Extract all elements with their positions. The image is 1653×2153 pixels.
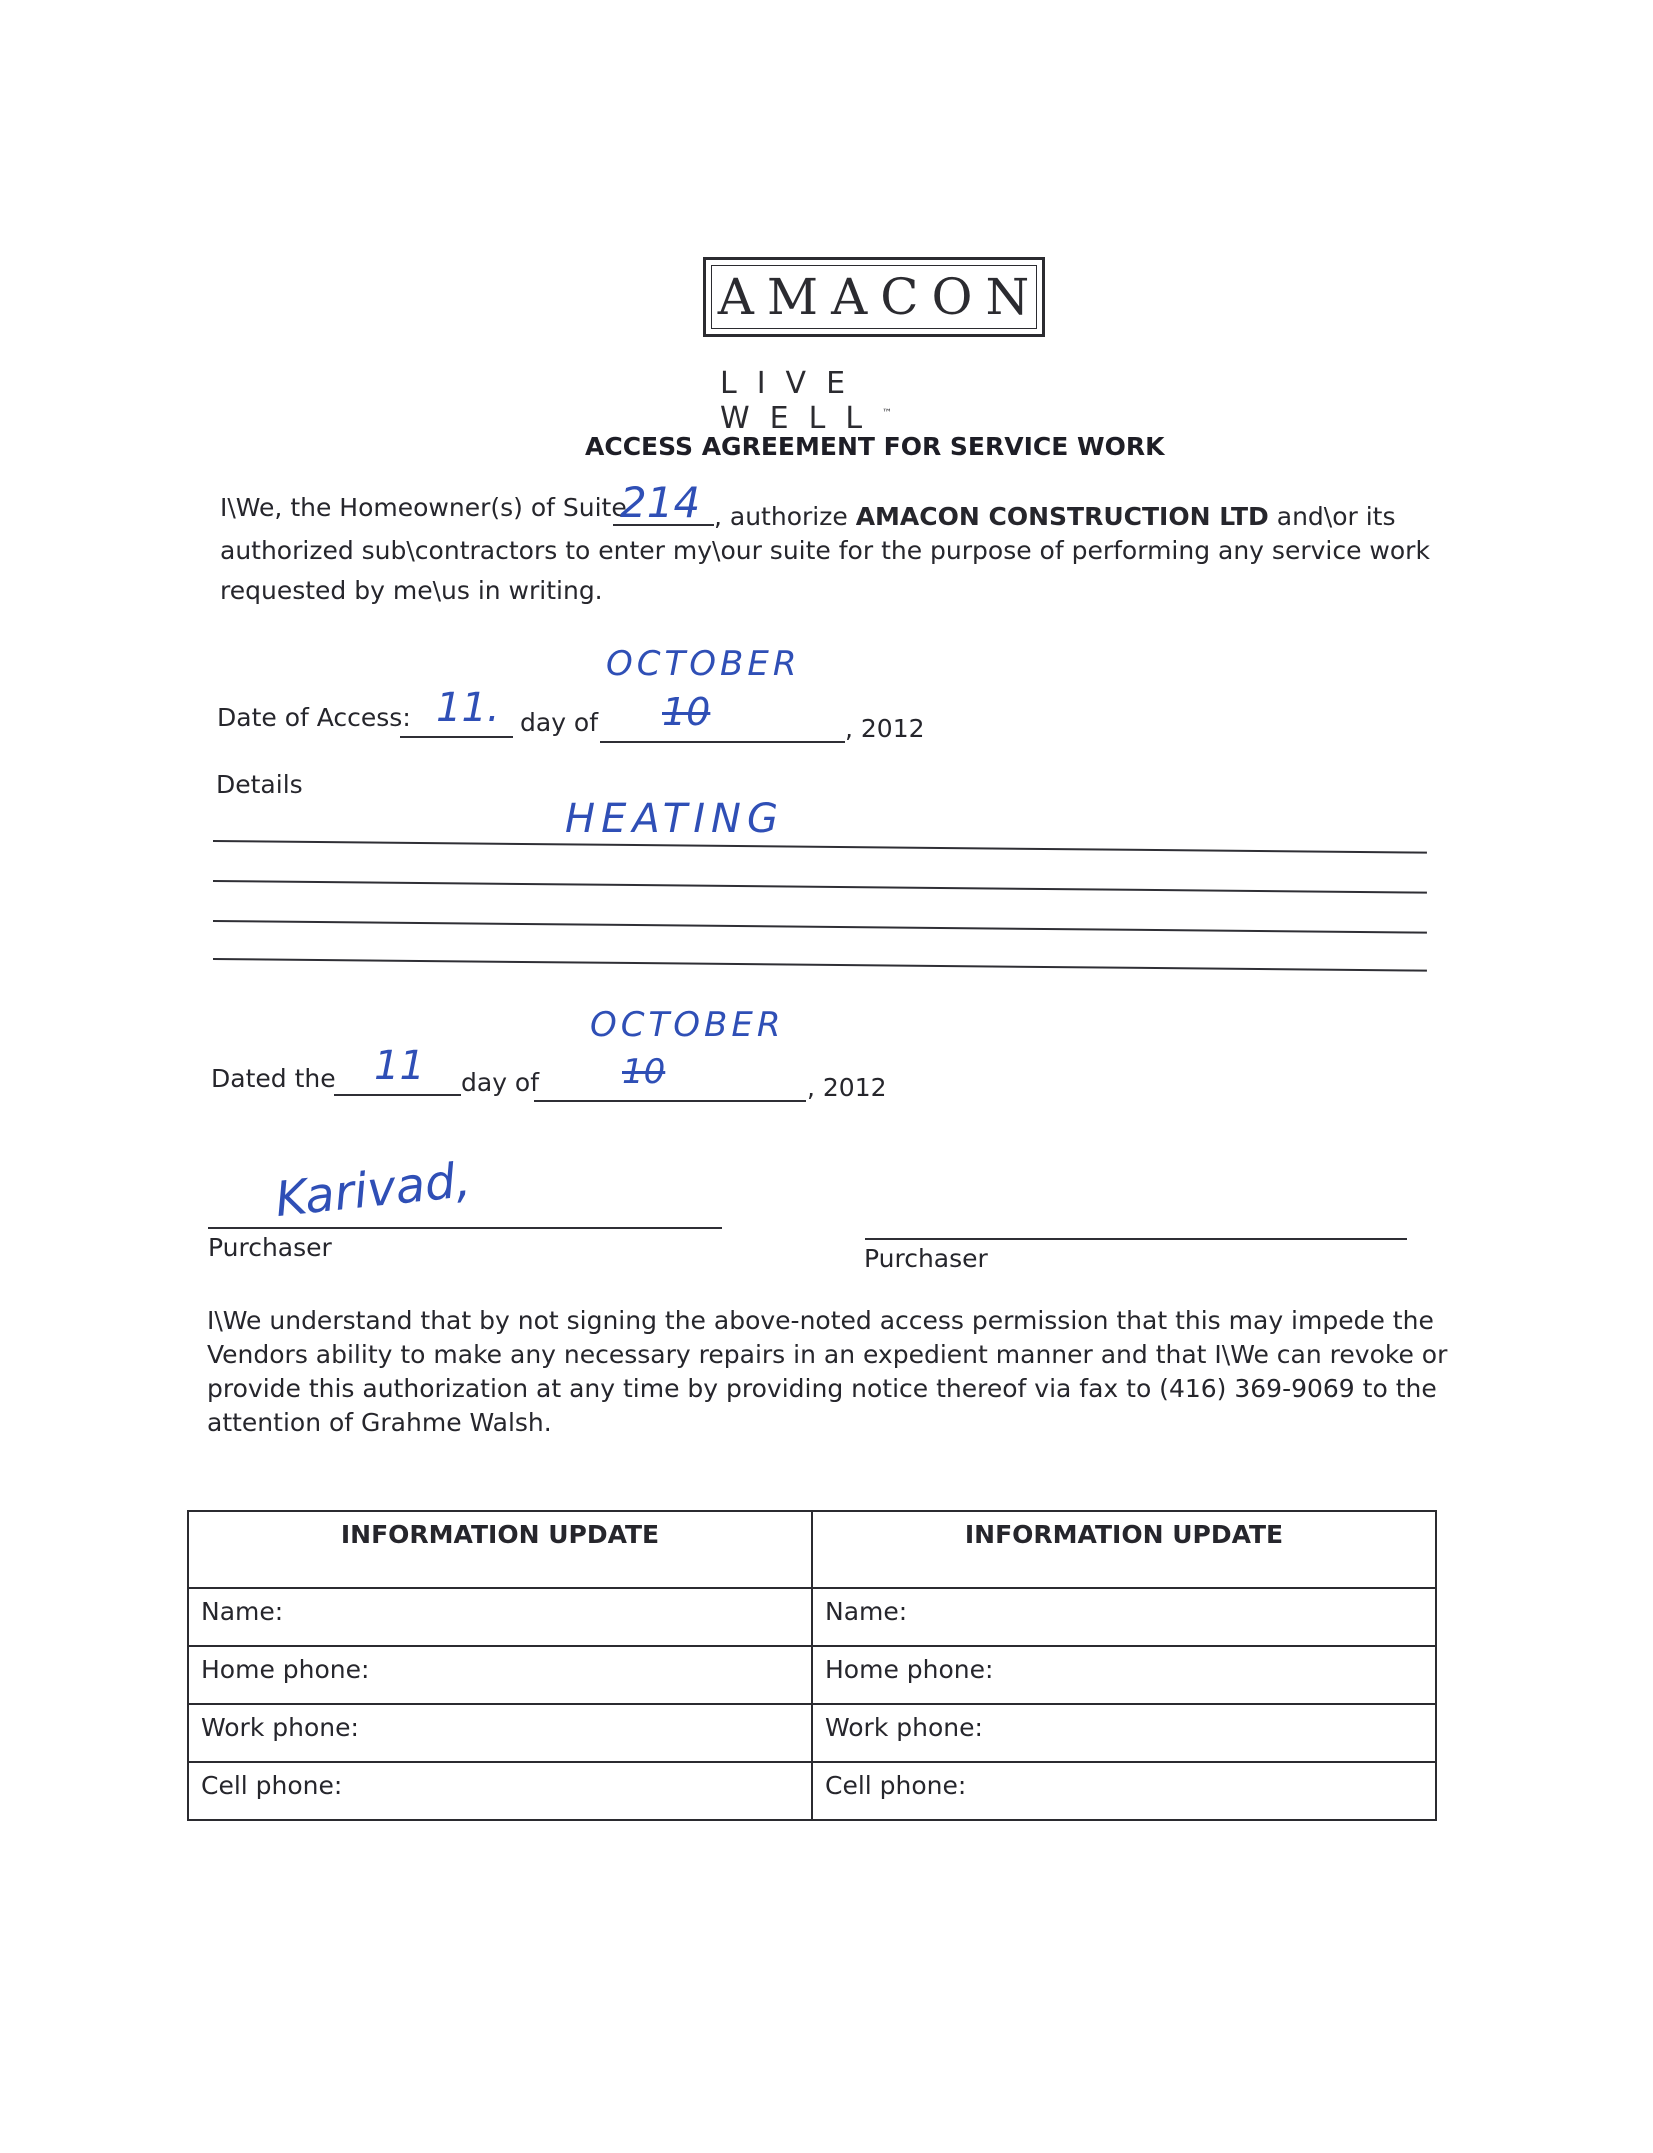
company-name: AMACON CONSTRUCTION LTD — [855, 502, 1269, 531]
intro-text-1: I\We, the Homeowner(s) of Suite — [220, 493, 627, 522]
intro-text-2: , authorize — [714, 502, 856, 531]
intro-line-1 — [220, 487, 627, 528]
trademark-mark: ™ — [882, 408, 893, 419]
details-line-4 — [213, 958, 1427, 972]
access-month-old-value: 10 — [662, 690, 711, 734]
details-label: Details — [216, 770, 303, 799]
table-row — [188, 1646, 1436, 1704]
access-year: , 2012 — [845, 714, 925, 743]
access-month-value[interactable]: OCTOBER — [606, 644, 801, 684]
info-header-right: INFORMATION UPDATE — [812, 1511, 1436, 1588]
notice-line-1: I\We understand that by not signing the above-noted access permission that this may impede the — [207, 1306, 1434, 1335]
purchaser-signature-line-right[interactable] — [865, 1238, 1407, 1240]
tagline-word-2: WELL — [720, 401, 883, 436]
notice-line-4: attention of Grahme Walsh. — [207, 1408, 552, 1437]
cell-phone-field-right[interactable]: Cell phone: — [812, 1762, 1436, 1820]
access-month-blank — [600, 741, 845, 743]
signature-text: Karivad, — [272, 1151, 474, 1229]
home-phone-field-right[interactable]: Home phone: — [812, 1646, 1436, 1704]
intro-text-3: and\or its — [1268, 502, 1396, 531]
work-phone-field-right[interactable]: Work phone: — [812, 1704, 1436, 1762]
logo-text: AMACON — [711, 265, 1037, 329]
access-day-of-label: day of — [520, 708, 599, 737]
dated-year: , 2012 — [807, 1073, 887, 1102]
purchaser-label-left: Purchaser — [208, 1233, 332, 1262]
dated-day-blank — [334, 1094, 461, 1096]
work-phone-field-left[interactable]: Work phone: — [188, 1704, 812, 1762]
table-row — [188, 1588, 1436, 1646]
details-line-1 — [213, 840, 1427, 854]
intro-line-2: authorized sub\contractors to enter my\our suite for the purpose of performing any service work — [220, 536, 1430, 565]
access-day-blank — [400, 736, 513, 738]
dated-month-blank — [534, 1100, 806, 1102]
name-field-right[interactable]: Name: — [812, 1588, 1436, 1646]
details-line-2 — [213, 880, 1427, 894]
details-line-3 — [213, 920, 1427, 934]
cell-phone-field-left[interactable]: Cell phone: — [188, 1762, 812, 1820]
amacon-logo — [703, 257, 1045, 337]
access-day-value[interactable]: 11. — [436, 685, 500, 731]
details-value[interactable]: HEATING — [565, 796, 784, 842]
name-field-left[interactable]: Name: — [188, 1588, 812, 1646]
document-title: ACCESS AGREEMENT FOR SERVICE WORK — [585, 432, 1165, 461]
intro-line-3: requested by me\us in writing. — [220, 576, 603, 605]
access-date-label: Date of Access: — [217, 703, 411, 732]
dated-month-old-value: 10 — [622, 1052, 666, 1092]
notice-line-3: provide this authorization at any time by providing notice thereof via fax to (416) 369-9069 to the — [207, 1374, 1437, 1403]
table-row — [188, 1704, 1436, 1762]
dated-month-value[interactable]: OCTOBER — [590, 1005, 785, 1045]
dated-day-of-label: day of — [461, 1068, 540, 1097]
table-header-row — [188, 1511, 1436, 1588]
purchaser-label-right: Purchaser — [864, 1244, 988, 1273]
purchaser-signature-line-left — [208, 1227, 722, 1229]
notice-line-2: Vendors ability to make any necessary repairs in an expedient manner and that I\We can revoke or — [207, 1340, 1448, 1369]
tagline — [720, 366, 1060, 436]
dated-day-value[interactable]: 11 — [374, 1043, 425, 1089]
suite-value[interactable]: 214 — [620, 478, 701, 527]
tagline-word-1: LIVE — [720, 366, 866, 401]
purchaser-signature — [273, 1152, 474, 1228]
table-row — [188, 1762, 1436, 1820]
info-header-left: INFORMATION UPDATE — [188, 1511, 812, 1588]
information-update-table — [187, 1510, 1437, 1821]
dated-label: Dated the — [211, 1064, 336, 1093]
home-phone-field-left[interactable]: Home phone: — [188, 1646, 812, 1704]
